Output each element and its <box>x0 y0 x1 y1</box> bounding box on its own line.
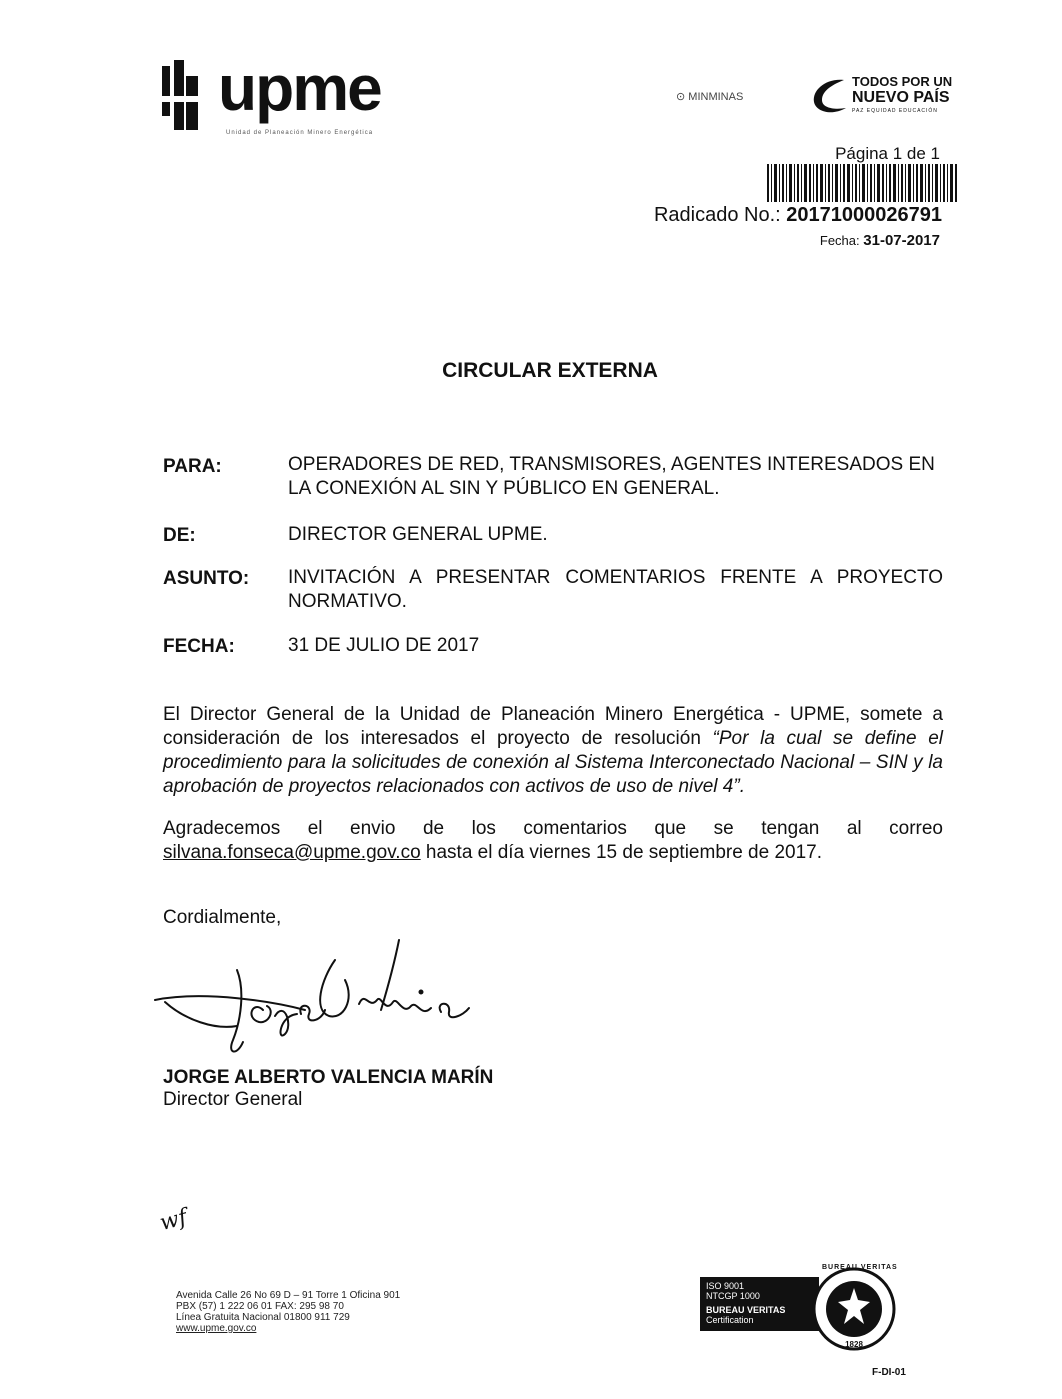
form-code: F-DI-01 <box>872 1367 906 1378</box>
logo-wordmark: upme <box>218 52 381 124</box>
body-paragraph-2 <box>163 817 943 865</box>
body-paragraph-1 <box>163 703 943 799</box>
cert-line-1: ISO 9001 <box>706 1281 745 1291</box>
field-value-fecha: 31 DE JULIO DE 2017 <box>288 635 480 656</box>
signature-icon <box>145 930 485 1070</box>
signer-name: JORGE ALBERTO VALENCIA MARÍN <box>163 1067 494 1088</box>
handwritten-initials: wf <box>157 1204 190 1237</box>
field-label-de: DE: <box>163 525 196 546</box>
slogan-line3: PAZ EQUIDAD EDUCACIÓN <box>852 108 938 114</box>
upme-logo <box>158 52 388 142</box>
seal-year: 1828 <box>845 1340 863 1349</box>
radicado-number: 20171000026791 <box>786 204 942 226</box>
address-line-2: PBX (57) 1 222 06 01 FAX: 295 98 70 <box>176 1301 344 1312</box>
slogan-line1: TODOS POR UN <box>852 74 953 89</box>
cert-line-4: Certification <box>706 1315 754 1325</box>
paragraph-2-end: hasta el día viernes 15 de septiembre de 2017. <box>420 842 823 863</box>
cert-line-2: NTCGP 1000 <box>706 1291 760 1301</box>
ministry-mark <box>676 90 743 103</box>
fecha-line <box>820 232 940 249</box>
field-value-de: DIRECTOR GENERAL UPME. <box>288 524 548 545</box>
address-line-1: Avenida Calle 26 No 69 D – 91 Torre 1 Oficina 901 <box>176 1290 401 1301</box>
resolution-title: “Por la cual se define el procedimiento para la solicitudes de conexión al Sistema Interconectado Nacional – SIN y la aprobación de proyectos relacionados con activos de uso de nivel 4”. <box>163 728 943 797</box>
fecha-value: 31-07-2017 <box>863 232 940 249</box>
paragraph-2-start: Agradecemos el envio de los comentarios que se tengan al correo <box>163 818 943 839</box>
bureau-veritas-seal <box>812 1266 896 1352</box>
address-line-3: Línea Gratuita Nacional 01800 911 729 <box>176 1312 350 1323</box>
website-link[interactable]: www.upme.gov.co <box>176 1323 257 1334</box>
field-label-asunto: ASUNTO: <box>163 568 250 589</box>
page-indicator: Página 1 de 1 <box>835 144 940 163</box>
footer-address <box>176 1290 400 1334</box>
field-value-asunto: INVITACIÓN A PRESENTAR COMENTARIOS FRENTE A PROYECTO NORMATIVO. <box>288 567 943 612</box>
swoosh-icon <box>808 76 850 116</box>
radicado-line <box>654 204 942 227</box>
field-value-para: OPERADORES DE RED, TRANSMISORES, AGENTES INTERESADOS EN LA CONEXIÓN AL SIN Y PÚBLICO EN GENERAL. <box>288 454 935 499</box>
email-link[interactable]: silvana.fonseca@upme.gov.co <box>163 842 421 863</box>
barcode-icon <box>767 164 957 202</box>
field-label-fecha: FECHA: <box>163 636 235 657</box>
slogan-line2: NUEVO PAÍS <box>852 89 950 106</box>
cert-line-3: BUREAU VERITAS <box>706 1305 786 1315</box>
slogan-logo <box>808 74 958 120</box>
upme-emblem-icon <box>158 56 206 136</box>
logo-tagline: Unidad de Planeación Minero Energética <box>226 130 374 136</box>
fecha-label: Fecha: <box>819 233 860 248</box>
certification-box <box>700 1277 819 1331</box>
radicado-label: Radicado No.: <box>653 204 781 226</box>
paragraph-1-text: El Director General de la Unidad de Planeación Minero Energética - UPME, somete a consideración de los interesados el proyecto de resolución <box>163 704 943 749</box>
shield-icon: ⊙ <box>676 91 686 103</box>
signer-title: Director General <box>163 1089 303 1110</box>
document-title: CIRCULAR EXTERNA <box>442 359 658 382</box>
field-label-para: PARA: <box>163 456 222 477</box>
ministry-text: MINMINAS <box>688 91 744 103</box>
barcode <box>767 164 957 202</box>
seal-text: BUREAU VERITAS <box>822 1264 898 1271</box>
closing: Cordialmente, <box>163 907 282 928</box>
